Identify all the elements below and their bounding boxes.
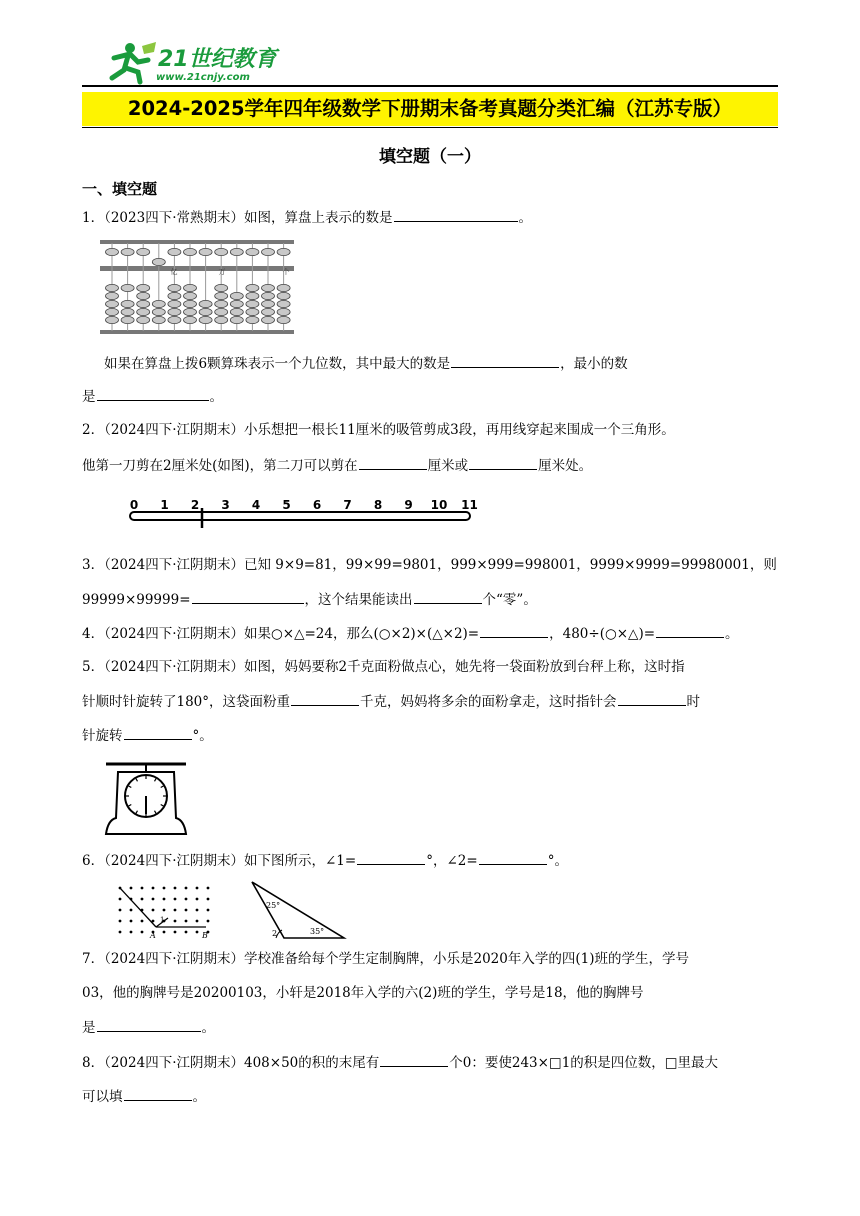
abacus-bead xyxy=(277,300,290,307)
answer-blank[interactable] xyxy=(97,1017,201,1032)
question-number: 4． xyxy=(82,626,105,642)
abacus-bead xyxy=(168,292,181,299)
grid-dot xyxy=(130,920,133,923)
grid-dot xyxy=(174,931,177,934)
abacus-bead xyxy=(262,292,275,299)
abacus-bead xyxy=(215,308,228,315)
ruler-tick-label: 5 xyxy=(282,498,291,512)
abacus-bead xyxy=(230,316,243,323)
question-text: °。 xyxy=(547,853,568,869)
abacus-bead xyxy=(215,316,228,323)
header-rule-top xyxy=(82,85,778,87)
grid-dot xyxy=(207,920,210,923)
angle-label-35: 35° xyxy=(310,927,325,936)
grid-dot xyxy=(141,920,144,923)
grid-dot xyxy=(141,931,144,934)
answer-blank[interactable] xyxy=(124,1086,192,1101)
question-text: 厘米处。 xyxy=(538,458,593,474)
answer-blank[interactable] xyxy=(394,207,518,222)
abacus-beam xyxy=(100,266,294,271)
answer-blank[interactable] xyxy=(656,623,724,638)
answer-blank[interactable] xyxy=(480,623,548,638)
question-1-line-3 xyxy=(82,386,223,407)
question-number: 1． xyxy=(82,210,105,226)
answer-blank[interactable] xyxy=(192,589,304,604)
question-3-line-1 xyxy=(82,555,777,575)
grid-dot xyxy=(185,920,188,923)
dot-grid-angle-figure xyxy=(114,880,214,942)
question-text: 。 xyxy=(209,389,223,405)
ruler-tick-label: 8 xyxy=(373,498,383,512)
question-source: （2024四下·江阴期末） xyxy=(104,557,244,573)
grid-dot xyxy=(141,887,144,890)
runner-icon xyxy=(112,42,156,82)
abacus-bead xyxy=(137,284,150,291)
abacus-bead xyxy=(277,308,290,315)
question-3-line-2 xyxy=(82,589,537,610)
question-number: 5． xyxy=(82,659,105,675)
straw-ruler-figure xyxy=(126,496,476,530)
grid-dot xyxy=(196,920,199,923)
answer-blank[interactable] xyxy=(359,455,427,470)
abacus-frame-bottom xyxy=(100,330,294,334)
grid-dot xyxy=(119,931,122,934)
question-text: 是 xyxy=(82,1020,96,1036)
grid-dot xyxy=(174,920,177,923)
question-text: 99999×99999= xyxy=(82,592,191,608)
question-5-line-3 xyxy=(82,725,213,746)
grid-dot xyxy=(152,909,155,912)
abacus-bead xyxy=(152,316,165,323)
question-text: 针旋转 xyxy=(82,728,123,744)
question-text: 小乐想把一根长11厘米的吸管剪成3段，再用线穿起来围成一个三角形。 xyxy=(244,422,675,438)
question-text: 如图，算盘上表示的数是 xyxy=(244,210,393,226)
header-rule-bottom xyxy=(82,127,778,128)
abacus-bead xyxy=(184,308,197,315)
abacus-bead xyxy=(106,292,119,299)
question-source: （2023四下·常熟期末） xyxy=(104,210,244,226)
grid-dot xyxy=(163,898,166,901)
abacus-bead xyxy=(168,308,181,315)
abacus-bead xyxy=(262,308,275,315)
abacus-bead xyxy=(106,248,119,255)
question-text: 如果○×△=24，那么(○×2)×(△×2)= xyxy=(244,626,480,642)
question-text: 如图，妈妈要称2千克面粉做点心，她先将一袋面粉放到台秤上称，这时指 xyxy=(244,659,685,675)
grid-dot xyxy=(152,887,155,890)
question-text: 03，他的胸牌号是20200103，小轩是2018年入学的六(2)班的学生，学号是18，他的胸牌号 xyxy=(82,985,644,1001)
ruler-tick-label: 6 xyxy=(312,498,322,512)
grid-dot xyxy=(196,887,199,890)
abacus-label-wan: 万 xyxy=(218,268,226,276)
abacus-bead xyxy=(277,292,290,299)
question-text: °。 xyxy=(192,728,213,744)
abacus-bead xyxy=(152,300,165,307)
abacus-bead xyxy=(106,316,119,323)
abacus-bead xyxy=(184,316,197,323)
abacus-bead xyxy=(168,284,181,291)
question-text: 。 xyxy=(518,210,532,226)
abacus-bead xyxy=(277,284,290,291)
abacus-bead xyxy=(262,248,275,255)
grid-dot xyxy=(119,920,122,923)
grid-dot xyxy=(185,898,188,901)
question-text: 千克，妈妈将多余的面粉拿走，这时指针会 xyxy=(360,694,617,710)
abacus-bead xyxy=(262,284,275,291)
answer-blank[interactable] xyxy=(357,850,425,865)
abacus-bead xyxy=(121,308,134,315)
answer-blank[interactable] xyxy=(380,1052,448,1067)
question-text: 学校准备给每个学生定制胸牌，小乐是2020年入学的四(1)班的学生，学号 xyxy=(244,951,689,967)
scale-figure xyxy=(104,760,188,836)
ruler-tick-label: 0 xyxy=(129,498,139,512)
abacus-bead xyxy=(137,300,150,307)
answer-blank[interactable] xyxy=(469,455,537,470)
question-number: 3． xyxy=(82,557,105,573)
grid-dot xyxy=(196,898,199,901)
abacus-bead xyxy=(152,308,165,315)
abacus-bead xyxy=(262,316,275,323)
abacus-bead xyxy=(168,316,181,323)
abacus-bead xyxy=(215,292,228,299)
question-text: ，这个结果能读出 xyxy=(304,592,413,608)
abacus-bead xyxy=(137,292,150,299)
question-text: 如下图所示，∠1= xyxy=(244,853,357,869)
question-source: （2024四下·江阴期末） xyxy=(104,659,244,675)
abacus-bead xyxy=(215,284,228,291)
ruler-tick-labels xyxy=(130,498,478,512)
question-source: （2024四下·江阴期末） xyxy=(104,1055,244,1071)
abacus-bead xyxy=(230,300,243,307)
abacus-bead xyxy=(246,292,259,299)
abacus-bead xyxy=(137,316,150,323)
abacus-bead xyxy=(246,248,259,255)
abacus-bead xyxy=(152,258,165,265)
answer-blank[interactable] xyxy=(97,386,209,401)
point-label-a: A xyxy=(150,931,156,940)
question-2-line-1 xyxy=(82,420,675,440)
question-text: 已知 9×9=81，99×99=9801，999×999=998001，9999×9999=99980001，则 xyxy=(244,557,777,573)
question-text: 408×50的积的末尾有 xyxy=(244,1055,380,1071)
question-text: 时 xyxy=(686,694,701,710)
abacus-bead xyxy=(121,248,134,255)
abacus-bead xyxy=(106,308,119,315)
question-4-line xyxy=(82,623,739,644)
answer-blank[interactable] xyxy=(451,353,559,368)
abacus-bead xyxy=(246,300,259,307)
grid-dot xyxy=(163,931,166,934)
abacus-bead xyxy=(121,316,134,323)
question-source: （2024四下·江阴期末） xyxy=(104,951,244,967)
question-5-line-1 xyxy=(82,657,685,677)
logo-text: 21世纪教育 xyxy=(158,47,277,72)
grid-dot xyxy=(185,931,188,934)
ruler-tick-label: 9 xyxy=(404,498,413,512)
grid-dot xyxy=(152,898,155,901)
question-text: ，最小的数 xyxy=(560,356,628,372)
abacus-label-ge: 个 xyxy=(282,268,290,276)
grid-dot xyxy=(130,931,133,934)
logo-url-text: www.21cnjy.com xyxy=(156,72,250,83)
abacus-bead xyxy=(121,300,134,307)
angle-label-1: 1 xyxy=(160,916,165,924)
ruler-tick-label: 4 xyxy=(251,498,261,512)
question-text: 。 xyxy=(201,1020,215,1036)
abacus-bead xyxy=(262,300,275,307)
question-text: 厘米或 xyxy=(427,458,469,474)
question-1-line-1 xyxy=(82,207,532,228)
grid-dot xyxy=(174,898,177,901)
abacus-label-yi: 亿 xyxy=(170,268,178,276)
abacus-bead xyxy=(246,284,259,291)
grid-dot xyxy=(174,909,177,912)
question-source: （2024四下·江阴期末） xyxy=(104,626,244,642)
abacus-bead xyxy=(230,248,243,255)
grid-dot xyxy=(207,909,210,912)
question-text: °，∠2= xyxy=(426,853,478,869)
angle-label-25: 25° xyxy=(266,901,281,910)
question-text: 个0：要使243×□1的积是四位数，□里最大 xyxy=(449,1055,719,1071)
question-8-line-1 xyxy=(82,1052,718,1073)
document-title: 2024-2025学年四年级数学下册期末备考真题分类汇编（江苏专版） xyxy=(82,92,778,126)
grid-dot xyxy=(207,898,210,901)
abacus-bead xyxy=(215,300,228,307)
answer-blank[interactable] xyxy=(414,589,482,604)
abacus-bead xyxy=(106,284,119,291)
abacus-frame-top xyxy=(100,240,294,244)
ruler-tick-label: 2 xyxy=(190,498,200,512)
section-title: 一、填空题 xyxy=(82,180,158,198)
abacus-bead xyxy=(168,248,181,255)
grid-dot xyxy=(185,887,188,890)
grid-dot xyxy=(174,887,177,890)
answer-blank[interactable] xyxy=(618,691,686,706)
grid-dot xyxy=(196,909,199,912)
ruler-tick-label: 7 xyxy=(343,498,352,512)
abacus-bead xyxy=(168,300,181,307)
abacus-bead xyxy=(199,308,212,315)
grid-dot xyxy=(119,898,122,901)
abacus-figure xyxy=(100,238,296,336)
abacus-bead xyxy=(199,248,212,255)
abacus-bead xyxy=(277,316,290,323)
point-label-b: B xyxy=(202,931,208,940)
question-number: 8． xyxy=(82,1055,105,1071)
abacus-bead xyxy=(277,248,290,255)
question-7-line-3 xyxy=(82,1017,215,1038)
question-5-line-2 xyxy=(82,691,700,712)
ruler-tick-label: 10 xyxy=(430,498,448,512)
abacus-bead xyxy=(137,308,150,315)
triangle-figure xyxy=(248,878,348,940)
abacus-bead xyxy=(184,284,197,291)
abacus-bead xyxy=(199,316,212,323)
grid-dot xyxy=(207,887,210,890)
ruler-tick-label: 11 xyxy=(461,498,478,512)
question-1-line-2 xyxy=(104,353,628,374)
question-7-line-1 xyxy=(82,949,689,969)
ruler-tick-label: 1 xyxy=(160,498,169,512)
answer-blank[interactable] xyxy=(124,725,192,740)
question-source: （2024四下·江阴期末） xyxy=(104,422,244,438)
question-text: 针顺时针旋转了180°，这袋面粉重 xyxy=(82,694,291,710)
question-text: 。 xyxy=(192,1089,206,1105)
abacus-bead xyxy=(230,292,243,299)
angle-label-2: 2 xyxy=(272,929,278,938)
grid-dot xyxy=(196,931,199,934)
grid-dot xyxy=(163,909,166,912)
question-text: 他第一刀剪在2厘米处(如图)，第二刀可以剪在 xyxy=(82,458,358,474)
answer-blank[interactable] xyxy=(291,691,359,706)
question-text: 是 xyxy=(82,389,96,405)
grid-dot xyxy=(130,887,133,890)
abacus-bead xyxy=(106,300,119,307)
angle-ray-1 xyxy=(120,888,156,927)
grid-dot xyxy=(141,898,144,901)
question-text: 。 xyxy=(725,626,739,642)
question-source: （2024四下·江阴期末） xyxy=(104,853,244,869)
question-8-line-2 xyxy=(82,1086,206,1107)
question-number: 6． xyxy=(82,853,105,869)
straw xyxy=(130,512,470,520)
question-number: 7． xyxy=(82,951,105,967)
abacus-bead xyxy=(230,308,243,315)
triangle xyxy=(252,882,344,938)
question-text: 如果在算盘上拨6颗算珠表示一个九位数，其中最大的数是 xyxy=(104,356,451,372)
abacus-bead xyxy=(215,248,228,255)
grid-dot xyxy=(130,909,133,912)
grid-dot xyxy=(163,887,166,890)
question-number: 2． xyxy=(82,422,105,438)
grid-dot xyxy=(185,909,188,912)
logo xyxy=(104,40,284,84)
abacus-bead xyxy=(184,292,197,299)
abacus-bead xyxy=(184,300,197,307)
abacus-bead xyxy=(184,248,197,255)
answer-blank[interactable] xyxy=(479,850,547,865)
question-text: ，480÷(○×△)= xyxy=(549,626,656,642)
grid-dot xyxy=(119,909,122,912)
question-7-line-2 xyxy=(82,983,644,1003)
ruler-tick-label: 3 xyxy=(221,498,230,512)
abacus-bead xyxy=(137,248,150,255)
abacus-bead xyxy=(121,284,134,291)
question-6-line xyxy=(82,850,568,871)
sub-title: 填空题（一） xyxy=(379,147,481,167)
question-text: 可以填 xyxy=(82,1089,123,1105)
question-text: 个“零”。 xyxy=(482,592,537,608)
abacus-bead xyxy=(246,316,259,323)
abacus-bead xyxy=(246,308,259,315)
abacus-bead xyxy=(199,300,212,307)
abacus-beads xyxy=(106,248,291,323)
question-2-line-2 xyxy=(82,455,592,476)
